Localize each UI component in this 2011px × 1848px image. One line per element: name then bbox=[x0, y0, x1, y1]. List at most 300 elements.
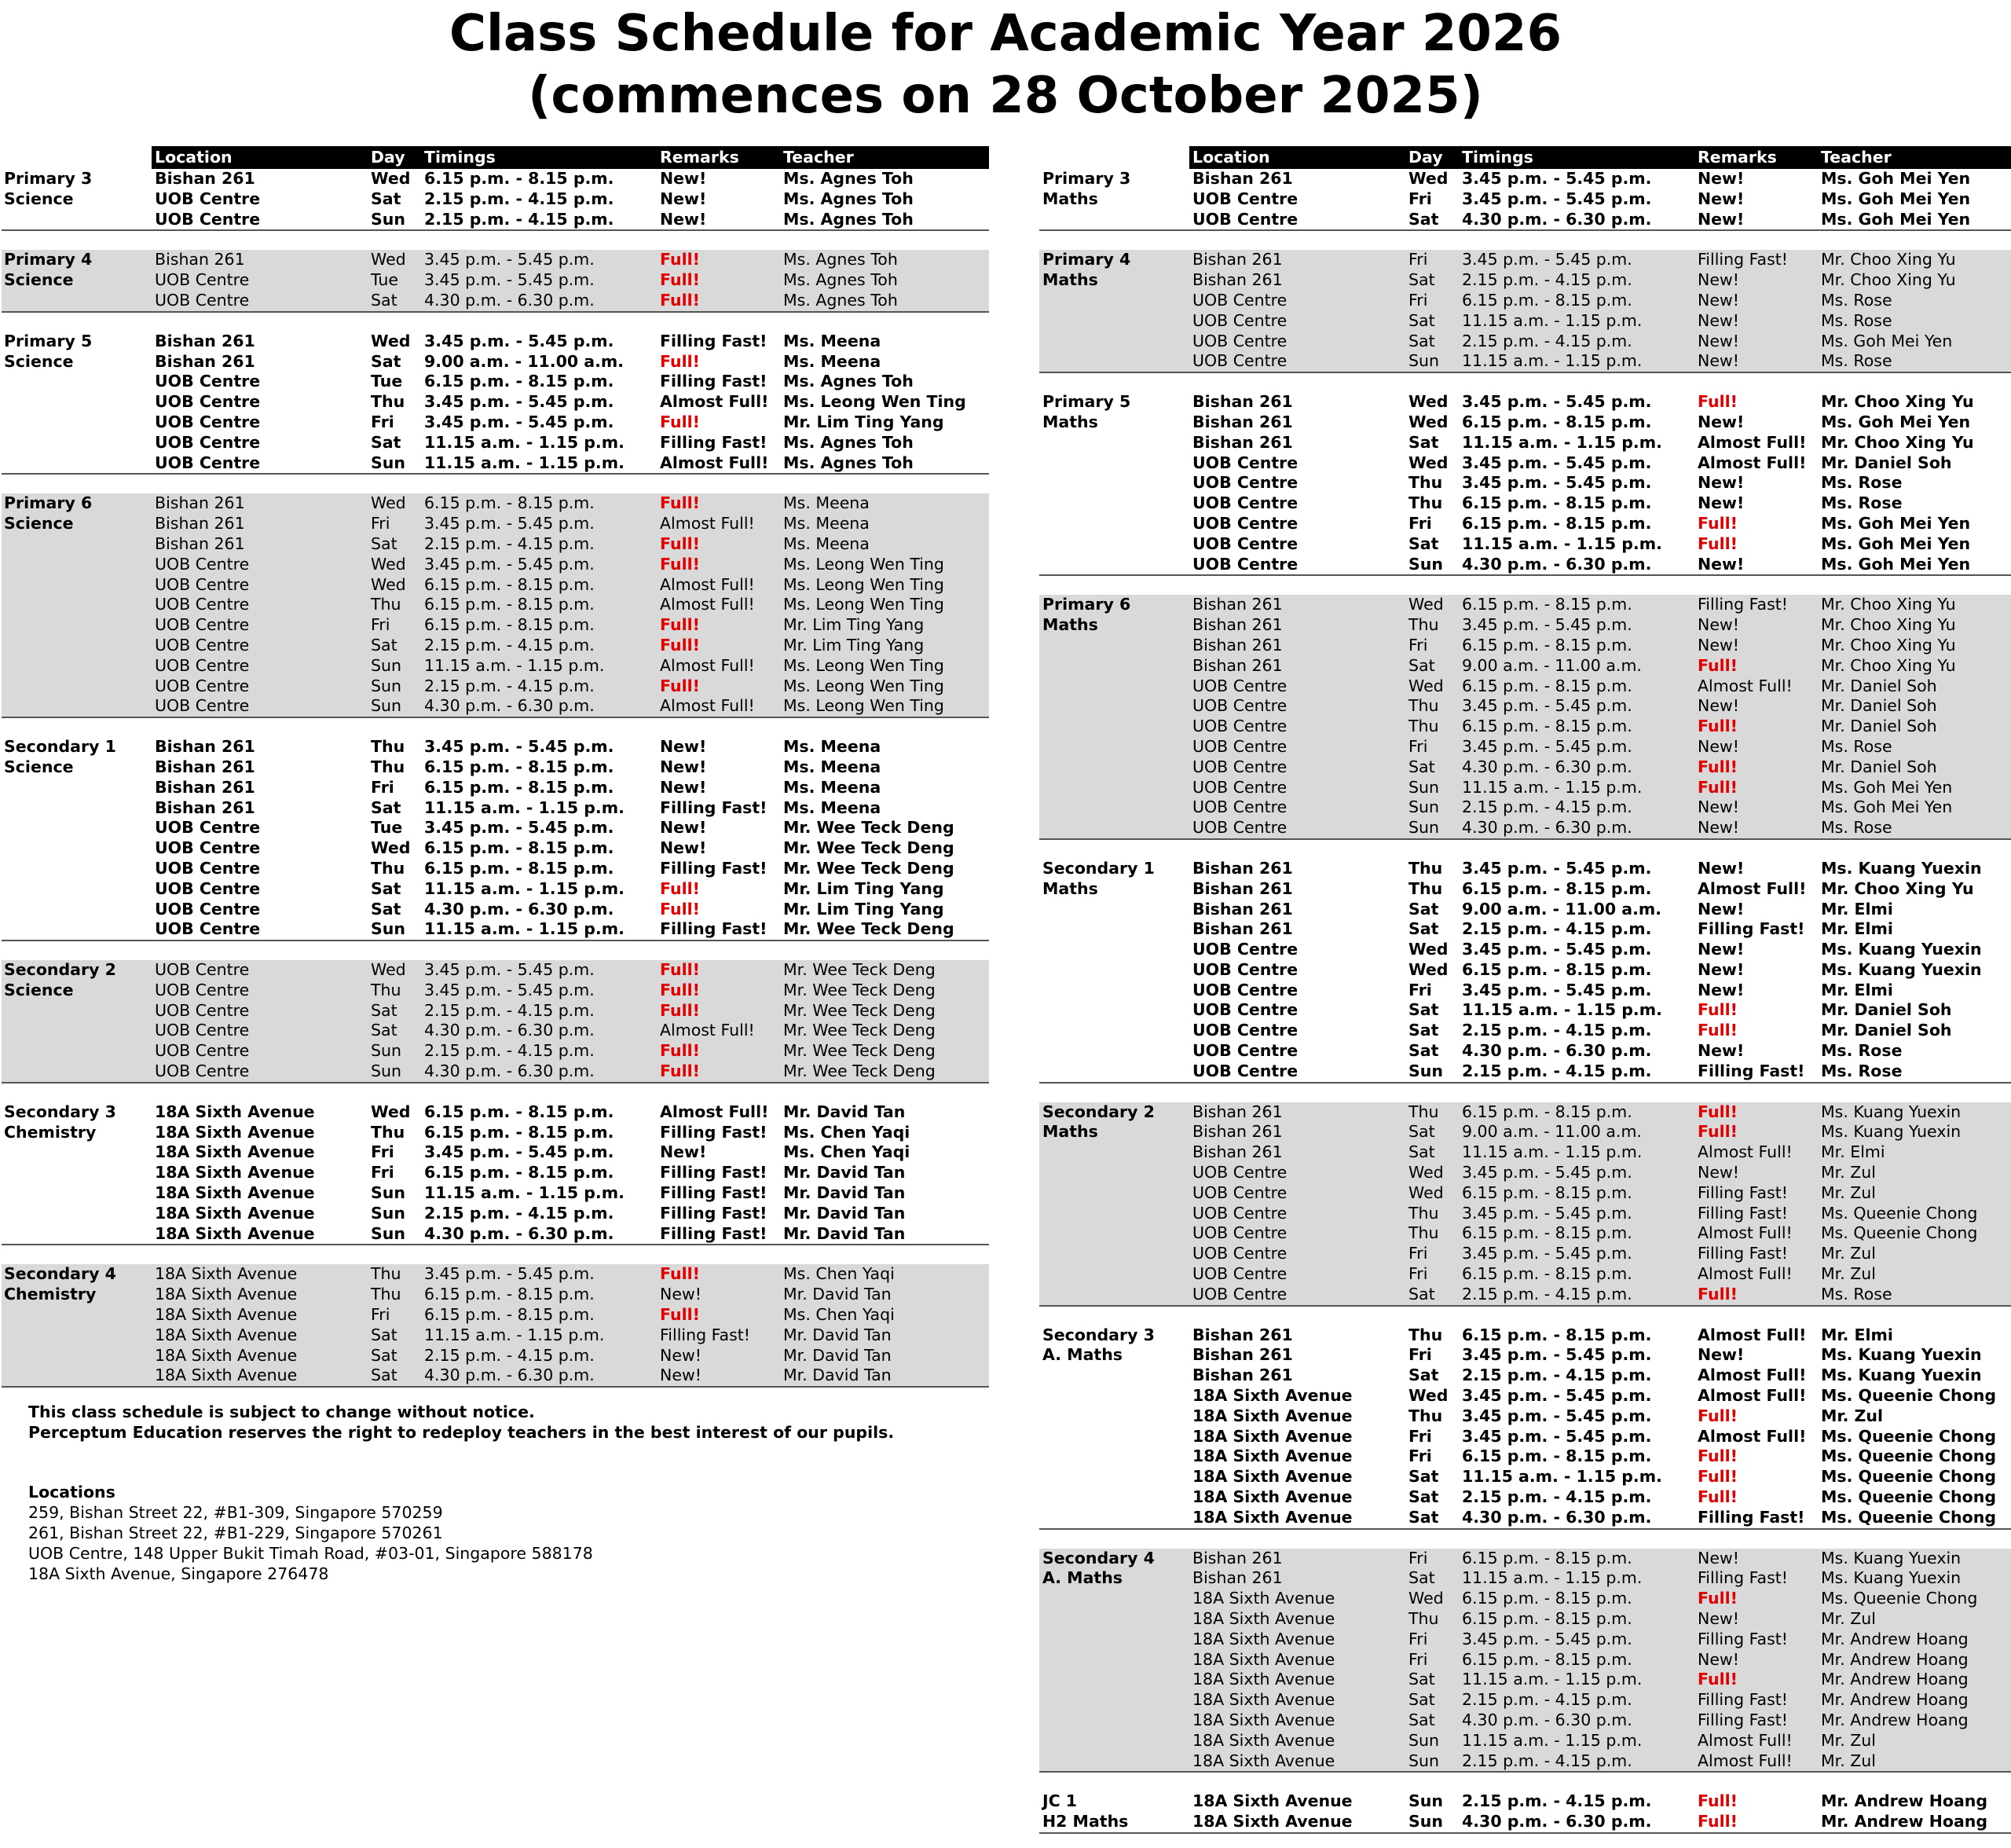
cell-location: UOB Centre bbox=[1192, 1041, 1299, 1061]
cell-location: UOB Centre bbox=[1192, 453, 1299, 472]
table-row bbox=[1039, 940, 2011, 960]
cell-day: Thu bbox=[1408, 1609, 1439, 1628]
table-row bbox=[1039, 1163, 2011, 1183]
cell-timings: 3.45 p.m. - 5.45 p.m. bbox=[1462, 1244, 1632, 1263]
header-day: Day bbox=[371, 148, 405, 167]
cell-location: 18A Sixth Avenue bbox=[1192, 1812, 1353, 1832]
cell-day: Fri bbox=[1408, 250, 1428, 270]
table-row bbox=[2, 433, 989, 453]
table-row bbox=[2, 291, 989, 311]
cell-timings: 6.15 p.m. - 8.15 p.m. bbox=[1462, 1649, 1632, 1669]
header-location: Location bbox=[155, 148, 233, 167]
cell-remarks: New! bbox=[1698, 189, 1745, 208]
cell-location: UOB Centre bbox=[155, 189, 261, 208]
cell-remarks: Full! bbox=[660, 1264, 700, 1284]
section-subject-label: H2 Maths bbox=[1042, 1812, 1129, 1832]
cell-teacher: Mr. Lim Ting Yang bbox=[783, 899, 944, 918]
class-section bbox=[1039, 169, 2011, 231]
cell-location: 18A Sixth Avenue bbox=[1192, 1791, 1353, 1811]
cell-day: Thu bbox=[1408, 858, 1443, 878]
cell-teacher: Mr. Andrew Hoang bbox=[1821, 1690, 1969, 1710]
class-section bbox=[1039, 250, 2011, 373]
table-row bbox=[1039, 1427, 2011, 1447]
right-schedule-table bbox=[1039, 146, 2011, 1834]
cell-teacher: Mr. David Tan bbox=[783, 1366, 892, 1385]
cell-day: Sat bbox=[1408, 1000, 1439, 1020]
cell-teacher: Ms. Rose bbox=[1821, 493, 1903, 513]
cell-teacher: Ms. Goh Mei Yen bbox=[1821, 777, 1953, 797]
cell-teacher: Ms. Chen Yaqi bbox=[783, 1305, 895, 1325]
table-row bbox=[2, 250, 989, 270]
cell-timings: 4.30 p.m. - 6.30 p.m. bbox=[1462, 1812, 1652, 1832]
cell-teacher: Mr. Lim Ting Yang bbox=[783, 878, 944, 898]
cell-location: Bishan 261 bbox=[1192, 1345, 1293, 1365]
cell-location: 18A Sixth Avenue bbox=[1192, 1589, 1335, 1608]
cell-day: Fri bbox=[1408, 189, 1432, 208]
cell-day: Sat bbox=[1408, 310, 1435, 330]
class-section bbox=[2, 250, 989, 312]
cell-teacher: Ms. Queenie Chong bbox=[1821, 1589, 1978, 1608]
cell-timings: 2.15 p.m. - 4.15 p.m. bbox=[1462, 1690, 1632, 1710]
cell-teacher: Ms. Kuang Yuexin bbox=[1821, 959, 1982, 979]
cell-day: Tue bbox=[371, 818, 403, 838]
cell-location: Bishan 261 bbox=[1192, 169, 1293, 188]
cell-teacher: Mr. Wee Teck Deng bbox=[783, 818, 954, 838]
cell-remarks: New! bbox=[1698, 473, 1745, 493]
cell-remarks: New! bbox=[1698, 696, 1739, 716]
table-row bbox=[1039, 1731, 2011, 1751]
cell-teacher: Mr. Lim Ting Yang bbox=[783, 412, 944, 431]
cell-remarks: New! bbox=[1698, 290, 1739, 310]
cell-remarks: New! bbox=[1698, 980, 1745, 999]
cell-location: Bishan 261 bbox=[1192, 919, 1293, 939]
section-subject-label: Maths bbox=[1042, 1122, 1098, 1142]
cell-remarks: Filling Fast! bbox=[660, 432, 767, 452]
table-row bbox=[2, 981, 989, 1001]
cell-teacher: Ms. Goh Mei Yen bbox=[1821, 209, 1971, 229]
cell-teacher: Ms. Agnes Toh bbox=[783, 169, 914, 188]
cell-teacher: Mr. Lim Ting Yang bbox=[783, 615, 925, 635]
cell-teacher: Mr. Zul bbox=[1821, 1163, 1876, 1182]
cell-timings: 3.45 p.m. - 5.45 p.m. bbox=[1462, 169, 1652, 188]
cell-teacher: Mr. Andrew Hoang bbox=[1821, 1791, 1988, 1811]
table-row bbox=[2, 210, 989, 230]
cell-day: Sat bbox=[1408, 1041, 1439, 1061]
cell-remarks: Filling Fast! bbox=[660, 1325, 751, 1344]
cell-day: Fri bbox=[1408, 736, 1428, 756]
cell-location: Bishan 261 bbox=[155, 250, 245, 270]
cell-timings: 3.45 p.m. - 5.45 p.m. bbox=[424, 980, 595, 999]
table-row bbox=[2, 189, 989, 210]
cell-day: Thu bbox=[1408, 696, 1439, 716]
cell-teacher: Ms. Queenie Chong bbox=[1821, 1487, 1997, 1507]
cell-teacher: Mr. Wee Teck Deng bbox=[783, 1041, 936, 1061]
table-row bbox=[2, 493, 989, 514]
table-row bbox=[2, 1102, 989, 1123]
cell-day: Fri bbox=[1408, 1548, 1428, 1568]
table-row bbox=[2, 757, 989, 778]
cell-remarks: Filling Fast! bbox=[660, 1122, 767, 1142]
cell-day: Sat bbox=[371, 899, 401, 918]
cell-teacher: Ms. Goh Mei Yen bbox=[1821, 534, 1971, 553]
cell-day: Sat bbox=[1408, 1122, 1435, 1142]
cell-location: 18A Sixth Avenue bbox=[1192, 1507, 1353, 1527]
cell-day: Thu bbox=[1408, 473, 1443, 493]
cell-day: Sat bbox=[371, 1021, 397, 1040]
cell-day: Wed bbox=[1408, 412, 1449, 431]
cell-remarks: Filling Fast! bbox=[660, 1223, 767, 1243]
cell-timings: 11.15 a.m. - 1.15 p.m. bbox=[1462, 1467, 1662, 1487]
cell-teacher: Ms. Kuang Yuexin bbox=[1821, 1122, 1962, 1142]
cell-day: Sat bbox=[1408, 1021, 1439, 1040]
cell-remarks: New! bbox=[660, 737, 707, 757]
cell-timings: 3.45 p.m. - 5.45 p.m. bbox=[424, 392, 614, 412]
cell-timings: 3.45 p.m. - 5.45 p.m. bbox=[1462, 615, 1632, 635]
cell-location: 18A Sixth Avenue bbox=[1192, 1609, 1335, 1628]
cell-day: Wed bbox=[1408, 1182, 1444, 1202]
cell-timings: 11.15 a.m. - 1.15 p.m. bbox=[1462, 777, 1643, 797]
table-row bbox=[2, 879, 989, 900]
cell-remarks: New! bbox=[1698, 736, 1739, 756]
table-row bbox=[1039, 1142, 2011, 1163]
cell-day: Sat bbox=[1408, 655, 1435, 675]
cell-timings: 9.00 a.m. - 11.00 a.m. bbox=[424, 351, 625, 371]
cell-remarks: Almost Full! bbox=[1698, 878, 1807, 898]
cell-remarks: Almost Full! bbox=[1698, 1386, 1807, 1406]
cell-timings: 4.30 p.m. - 6.30 p.m. bbox=[1462, 1507, 1652, 1527]
cell-remarks: Almost Full! bbox=[660, 696, 755, 716]
table-row bbox=[1039, 493, 2011, 514]
cell-day: Sun bbox=[371, 1041, 401, 1061]
cell-timings: 3.45 p.m. - 5.45 p.m. bbox=[1462, 980, 1652, 999]
cell-remarks: Full! bbox=[1698, 1000, 1738, 1020]
cell-remarks: Almost Full! bbox=[1698, 453, 1807, 472]
cell-location: UOB Centre bbox=[1192, 493, 1299, 513]
cell-remarks: Filling Fast! bbox=[1698, 1244, 1789, 1263]
cell-teacher: Mr. Zul bbox=[1821, 1751, 1876, 1770]
cell-day: Sun bbox=[371, 209, 405, 229]
cell-remarks: Full! bbox=[660, 1062, 700, 1081]
cell-location: UOB Centre bbox=[155, 412, 261, 431]
cell-teacher: Ms. Agnes Toh bbox=[783, 250, 898, 270]
cell-teacher: Mr. Choo Xing Yu bbox=[1821, 432, 1974, 452]
table-row bbox=[2, 1224, 989, 1245]
table-row bbox=[2, 352, 989, 372]
cell-location: UOB Centre bbox=[1192, 940, 1299, 959]
cell-location: Bishan 261 bbox=[1192, 1142, 1283, 1162]
cell-day: Wed bbox=[1408, 595, 1444, 614]
cell-remarks: Full! bbox=[1698, 1122, 1738, 1142]
table-row bbox=[2, 859, 989, 879]
table-row bbox=[2, 1204, 989, 1224]
cell-day: Sat bbox=[371, 290, 397, 310]
note-line-2: Perceptum Education reserves the right to redeploy teachers in the best interest of our pupils. bbox=[28, 1423, 895, 1442]
cell-day: Sat bbox=[1408, 1690, 1435, 1710]
cell-teacher: Ms. Goh Mei Yen bbox=[1821, 412, 1971, 431]
cell-teacher: Ms. Kuang Yuexin bbox=[1821, 940, 1982, 959]
table-row bbox=[2, 595, 989, 615]
cell-timings: 6.15 p.m. - 8.15 p.m. bbox=[1462, 878, 1652, 898]
table-row bbox=[2, 392, 989, 412]
cell-remarks: New! bbox=[1698, 1163, 1739, 1182]
cell-day: Sun bbox=[371, 919, 405, 939]
cell-timings: 11.15 a.m. - 1.15 p.m. bbox=[1462, 1142, 1643, 1162]
cell-location: Bishan 261 bbox=[1192, 250, 1283, 270]
cell-location: UOB Centre bbox=[155, 899, 261, 918]
cell-day: Wed bbox=[371, 169, 411, 188]
cell-location: UOB Centre bbox=[155, 615, 250, 635]
cell-location: Bishan 261 bbox=[1192, 635, 1283, 654]
cell-day: Fri bbox=[1408, 635, 1428, 654]
page-title bbox=[0, 3, 2011, 127]
cell-remarks: New! bbox=[1698, 493, 1745, 513]
cell-timings: 3.45 p.m. - 5.45 p.m. bbox=[424, 818, 614, 838]
cell-day: Sat bbox=[371, 1345, 397, 1365]
cell-remarks: New! bbox=[1698, 1041, 1745, 1061]
cell-teacher: Mr. Daniel Soh bbox=[1821, 1000, 1952, 1020]
cell-location: Bishan 261 bbox=[1192, 270, 1283, 290]
table-row bbox=[2, 1305, 989, 1326]
left-schedule-table bbox=[2, 146, 989, 1388]
cell-remarks: Almost Full! bbox=[660, 655, 755, 675]
cell-day: Sat bbox=[371, 189, 401, 208]
section-level-label: Primary 6 bbox=[1042, 595, 1131, 614]
table-row bbox=[1039, 981, 2011, 1001]
cell-location: UOB Centre bbox=[155, 676, 250, 695]
section-level-label: Secondary 2 bbox=[4, 960, 116, 980]
cell-timings: 6.15 p.m. - 8.15 p.m. bbox=[1462, 595, 1632, 614]
class-section bbox=[1039, 859, 2011, 1084]
table-row bbox=[1039, 291, 2011, 311]
cell-teacher: Mr. Zul bbox=[1821, 1406, 1883, 1425]
cell-remarks: Full! bbox=[1698, 777, 1738, 797]
cell-teacher: Mr. Choo Xing Yu bbox=[1821, 250, 1956, 270]
cell-location: UOB Centre bbox=[1192, 331, 1288, 350]
table-row bbox=[1039, 1264, 2011, 1285]
class-section bbox=[2, 1264, 989, 1388]
table-row bbox=[1039, 412, 2011, 433]
cell-remarks: New! bbox=[1698, 940, 1745, 959]
cell-remarks: Filling Fast! bbox=[1698, 250, 1789, 270]
cell-location: 18A Sixth Avenue bbox=[1192, 1690, 1335, 1710]
cell-location: 18A Sixth Avenue bbox=[1192, 1751, 1335, 1770]
cell-remarks: Filling Fast! bbox=[1698, 1061, 1805, 1080]
section-subject-label: Chemistry bbox=[4, 1122, 97, 1142]
cell-remarks: Almost Full! bbox=[660, 1021, 755, 1040]
cell-remarks: Full! bbox=[660, 412, 700, 431]
cell-location: UOB Centre bbox=[1192, 696, 1288, 716]
cell-teacher: Ms. Kuang Yuexin bbox=[1821, 1548, 1962, 1568]
cell-timings: 3.45 p.m. - 5.45 p.m. bbox=[424, 412, 614, 431]
section-subject-label: Science bbox=[4, 514, 74, 534]
table-row bbox=[1039, 676, 2011, 697]
cell-location: UOB Centre bbox=[155, 392, 261, 412]
cell-location: 18A Sixth Avenue bbox=[1192, 1670, 1335, 1689]
section-level-label: Secondary 4 bbox=[1042, 1548, 1155, 1568]
cell-day: Sat bbox=[1408, 899, 1439, 918]
cell-day: Thu bbox=[371, 392, 405, 412]
cell-day: Fri bbox=[1408, 513, 1432, 533]
section-subject-label: Maths bbox=[1042, 270, 1098, 290]
section-subject-label: Maths bbox=[1042, 615, 1098, 635]
cell-remarks: New! bbox=[1698, 1649, 1739, 1669]
cell-remarks: New! bbox=[660, 838, 707, 858]
table-row bbox=[1039, 1223, 2011, 1244]
cell-timings: 2.15 p.m. - 4.15 p.m. bbox=[424, 676, 595, 695]
cell-remarks: New! bbox=[1698, 1609, 1739, 1628]
cell-timings: 4.30 p.m. - 6.30 p.m. bbox=[424, 1366, 595, 1385]
cell-timings: 2.15 p.m. - 4.15 p.m. bbox=[1462, 1021, 1652, 1040]
cell-timings: 6.15 p.m. - 8.15 p.m. bbox=[424, 574, 595, 594]
cell-timings: 6.15 p.m. - 8.15 p.m. bbox=[1462, 1223, 1632, 1243]
cell-teacher: Mr. Zul bbox=[1821, 1609, 1876, 1628]
section-level-label: Secondary 4 bbox=[4, 1264, 116, 1284]
cell-timings: 2.15 p.m. - 4.15 p.m. bbox=[1462, 1366, 1652, 1385]
note-line-1: This class schedule is subject to change without notice. bbox=[28, 1402, 535, 1421]
cell-location: 18A Sixth Avenue bbox=[155, 1122, 315, 1142]
cell-timings: 6.15 p.m. - 8.15 p.m. bbox=[424, 1285, 595, 1304]
cell-teacher: Mr. Wee Teck Deng bbox=[783, 838, 954, 858]
header-timings: Timings bbox=[424, 148, 496, 167]
cell-location: Bishan 261 bbox=[155, 331, 255, 350]
cell-remarks: New! bbox=[1698, 858, 1745, 878]
header-location: Location bbox=[1192, 148, 1270, 167]
header-remarks: Remarks bbox=[660, 148, 739, 167]
cell-teacher: Mr. Wee Teck Deng bbox=[783, 1021, 936, 1040]
cell-location: Bishan 261 bbox=[1192, 1548, 1283, 1568]
cell-day: Fri bbox=[1408, 1426, 1432, 1446]
locations-title: Locations bbox=[28, 1483, 115, 1502]
cell-timings: 4.30 p.m. - 6.30 p.m. bbox=[424, 696, 595, 716]
cell-teacher: Ms. Goh Mei Yen bbox=[1821, 513, 1971, 533]
cell-location: UOB Centre bbox=[1192, 310, 1288, 330]
table-row bbox=[2, 1264, 989, 1285]
cell-teacher: Ms. Leong Wen Ting bbox=[783, 595, 944, 614]
section-level-label: Primary 3 bbox=[4, 169, 93, 188]
table-row bbox=[1039, 818, 2011, 838]
table-row bbox=[1039, 1609, 2011, 1630]
cell-remarks: Full! bbox=[1698, 1467, 1738, 1487]
cell-teacher: Mr. Wee Teck Deng bbox=[783, 919, 954, 939]
cell-teacher: Mr. Wee Teck Deng bbox=[783, 858, 954, 878]
cell-timings: 3.45 p.m. - 5.45 p.m. bbox=[1462, 696, 1632, 716]
section-level-label: Primary 4 bbox=[4, 250, 93, 270]
cell-day: Thu bbox=[1408, 878, 1443, 898]
cell-day: Thu bbox=[1408, 493, 1443, 513]
cell-day: Sat bbox=[1408, 331, 1435, 350]
table-row bbox=[1039, 392, 2011, 412]
cell-remarks: New! bbox=[1698, 959, 1745, 979]
cell-timings: 2.15 p.m. - 4.15 p.m. bbox=[424, 189, 614, 208]
table-row bbox=[2, 1163, 989, 1183]
cell-location: UOB Centre bbox=[155, 858, 261, 878]
cell-timings: 2.15 p.m. - 4.15 p.m. bbox=[424, 1041, 595, 1061]
table-row bbox=[1039, 636, 2011, 656]
cell-remarks: New! bbox=[1698, 798, 1739, 817]
cell-timings: 11.15 a.m. - 1.15 p.m. bbox=[424, 432, 625, 452]
cell-teacher: Ms. Goh Mei Yen bbox=[1821, 169, 1971, 188]
header-day: Day bbox=[1408, 148, 1443, 167]
cell-teacher: Mr. David Tan bbox=[783, 1183, 906, 1203]
table-row bbox=[1039, 1345, 2011, 1366]
cell-teacher: Mr. Andrew Hoang bbox=[1821, 1812, 1988, 1832]
table-row bbox=[2, 900, 989, 920]
cell-teacher: Ms. Queenie Chong bbox=[1821, 1223, 1978, 1243]
section-level-label: Secondary 1 bbox=[1042, 858, 1155, 878]
cell-teacher: Mr. Zul bbox=[1821, 1182, 1876, 1202]
table-row bbox=[1039, 879, 2011, 900]
cell-location: UOB Centre bbox=[1192, 1264, 1288, 1284]
table-row bbox=[2, 838, 989, 859]
cell-location: 18A Sixth Avenue bbox=[1192, 1629, 1335, 1648]
cell-remarks: Almost Full! bbox=[660, 1102, 769, 1121]
table-row bbox=[1039, 514, 2011, 534]
cell-day: Thu bbox=[371, 595, 401, 614]
cell-remarks: New! bbox=[1698, 209, 1745, 229]
cell-teacher: Ms. Leong Wen Ting bbox=[783, 554, 944, 574]
cell-timings: 6.15 p.m. - 8.15 p.m. bbox=[424, 169, 614, 188]
cell-teacher: Ms. Kuang Yuexin bbox=[1821, 1102, 1962, 1121]
cell-teacher: Ms. Leong Wen Ting bbox=[783, 696, 944, 716]
cell-timings: 3.45 p.m. - 5.45 p.m. bbox=[1462, 392, 1652, 412]
table-row bbox=[1039, 534, 2011, 555]
table-row bbox=[2, 818, 989, 838]
cell-day: Wed bbox=[371, 960, 406, 980]
cell-teacher: Ms. Rose bbox=[1821, 1061, 1903, 1080]
cell-day: Thu bbox=[371, 757, 405, 776]
cell-remarks: Full! bbox=[1698, 1284, 1738, 1304]
cell-location: UOB Centre bbox=[1192, 209, 1299, 229]
cell-day: Fri bbox=[371, 777, 394, 797]
cell-day: Sun bbox=[1408, 1730, 1439, 1750]
cell-day: Sat bbox=[1408, 919, 1439, 939]
cell-teacher: Ms. Rose bbox=[1821, 818, 1892, 838]
cell-timings: 2.15 p.m. - 4.15 p.m. bbox=[1462, 1791, 1652, 1811]
class-section bbox=[2, 169, 989, 231]
cell-remarks: Full! bbox=[1698, 717, 1738, 736]
cell-timings: 3.45 p.m. - 5.45 p.m. bbox=[1462, 1345, 1652, 1365]
cell-day: Wed bbox=[371, 1102, 411, 1121]
table-row bbox=[1039, 1122, 2011, 1142]
cell-timings: 11.15 a.m. - 1.15 p.m. bbox=[424, 878, 625, 898]
cell-timings: 11.15 a.m. - 1.15 p.m. bbox=[424, 798, 625, 817]
cell-location: Bishan 261 bbox=[1192, 1366, 1293, 1385]
cell-remarks: Full! bbox=[1698, 1021, 1738, 1040]
title-line-2: (commences on 28 October 2025) bbox=[528, 67, 1483, 125]
cell-day: Sat bbox=[1408, 757, 1435, 776]
table-row bbox=[1039, 270, 2011, 291]
cell-timings: 3.45 p.m. - 5.45 p.m. bbox=[424, 960, 595, 980]
cell-timings: 11.15 a.m. - 1.15 p.m. bbox=[1462, 351, 1643, 371]
cell-remarks: Full! bbox=[660, 1041, 700, 1061]
cell-timings: 2.15 p.m. - 4.15 p.m. bbox=[1462, 1487, 1652, 1507]
cell-day: Sun bbox=[371, 1062, 401, 1081]
cell-remarks: Full! bbox=[1698, 392, 1738, 412]
section-subject-label: A. Maths bbox=[1042, 1568, 1123, 1588]
class-section bbox=[2, 737, 989, 941]
section-subject-label: Maths bbox=[1042, 189, 1098, 208]
cell-day: Sun bbox=[1408, 1751, 1439, 1770]
cell-day: Sun bbox=[371, 696, 401, 716]
table-header bbox=[152, 146, 989, 169]
class-section bbox=[1039, 392, 2011, 576]
cell-location: Bishan 261 bbox=[155, 351, 255, 371]
cell-remarks: New! bbox=[1698, 554, 1745, 574]
table-row bbox=[2, 636, 989, 656]
cell-location: 18A Sixth Avenue bbox=[155, 1264, 298, 1284]
cell-remarks: New! bbox=[660, 1285, 701, 1304]
cell-remarks: New! bbox=[1698, 635, 1739, 654]
